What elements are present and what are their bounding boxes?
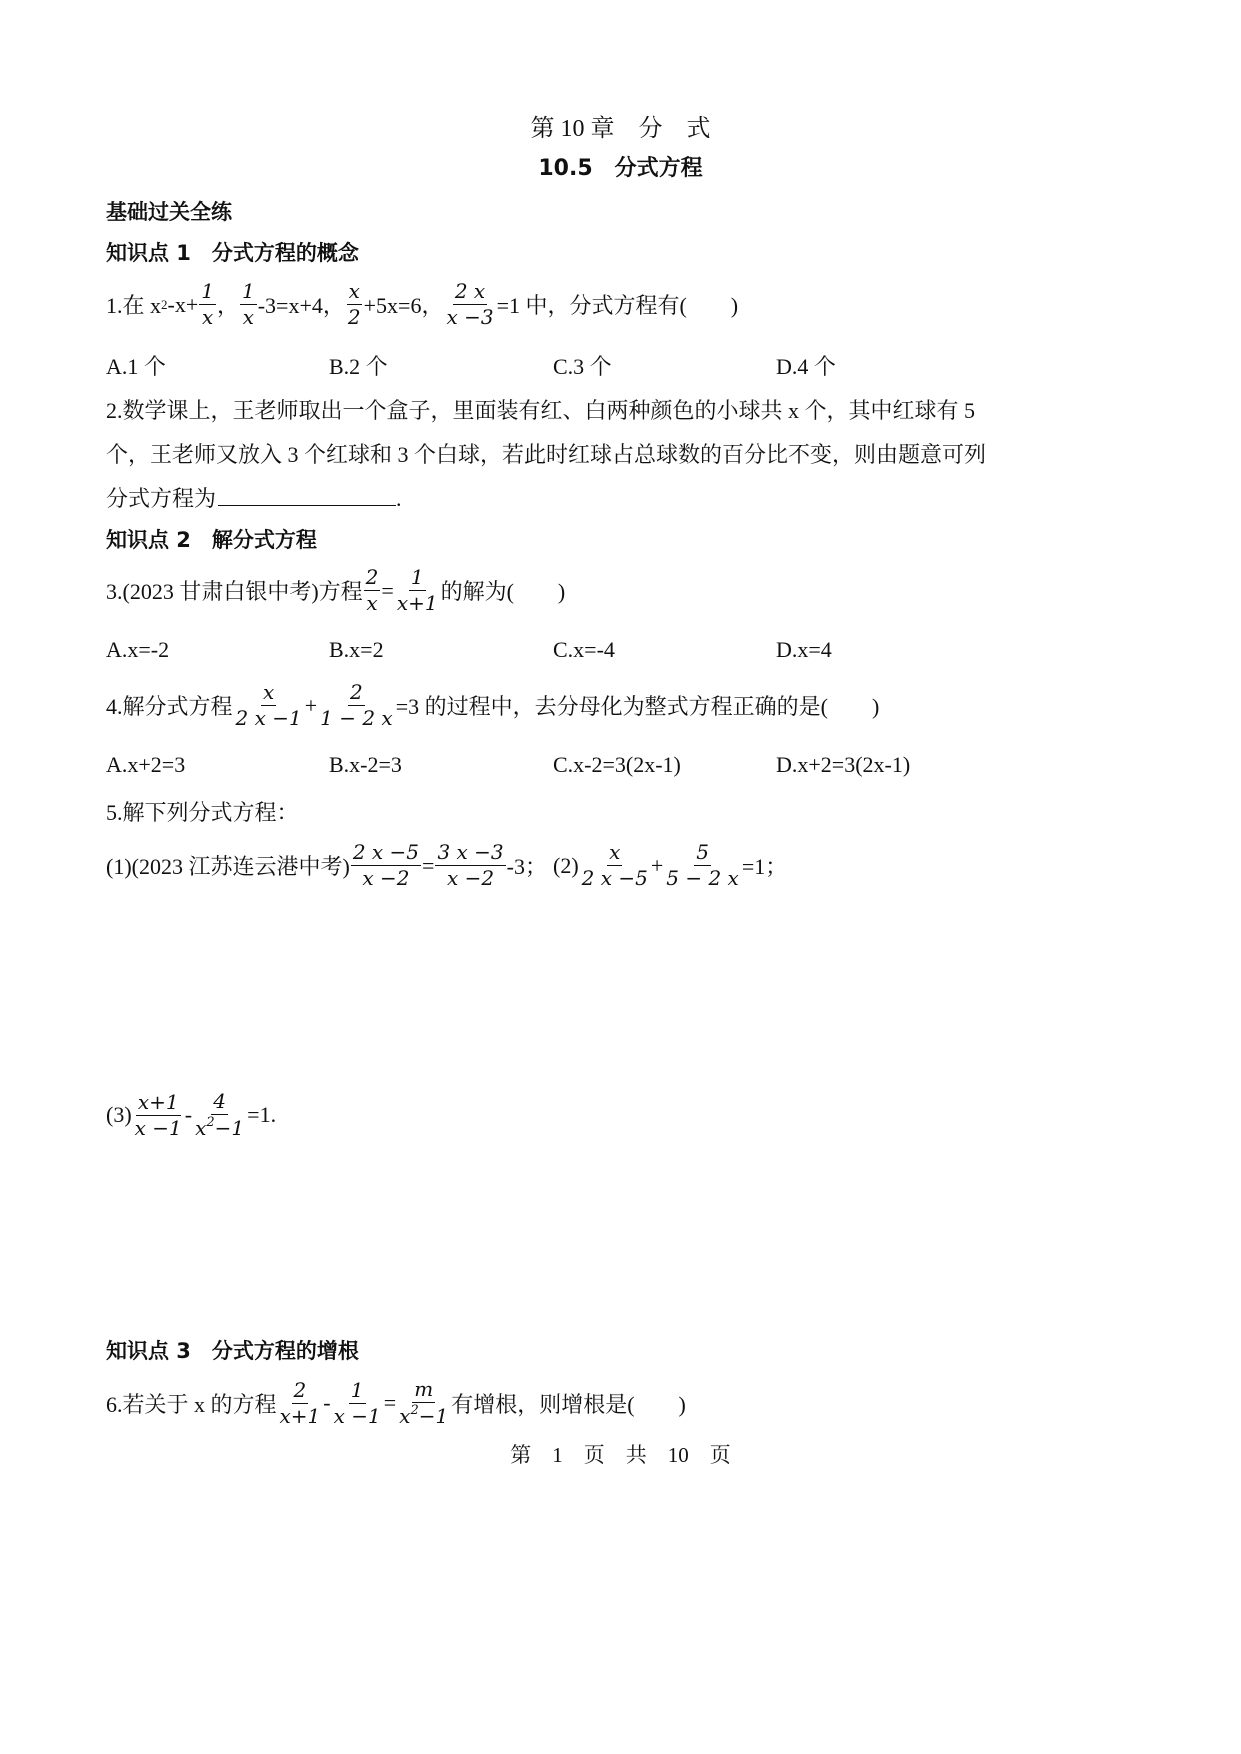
q5-s3-fraction-1 <box>133 1091 184 1140</box>
q1-fraction-4 <box>444 280 495 329</box>
q3-fraction-1 <box>364 566 381 615</box>
q4-lead: 4.解分式方程 <box>106 694 233 719</box>
q6-fraction-1 <box>278 1379 323 1428</box>
q5-s3-den-x: x <box>195 1116 207 1140</box>
q6-f3-denominator <box>397 1403 450 1428</box>
q5-s2-fraction-1 <box>580 841 650 890</box>
q5-s2-fraction-2 <box>664 841 741 890</box>
q2-line-2: 个，王老师又放入 3 个红球和 3 个白球，若此时红球占总球数的百分比不变，则由题意可列 <box>106 442 987 467</box>
question-6 <box>106 1378 686 1428</box>
q1-option-c: C.3 个 <box>553 354 612 379</box>
q3-option-c: C.x=-4 <box>553 637 615 662</box>
q4-option-c: C.x-2=3(2x-1) <box>553 752 681 777</box>
page-footer: 第 1 页 共 10 页 <box>510 1443 731 1467</box>
q1-f1-numerator: 1 <box>201 279 214 303</box>
q2-answer-blank[interactable] <box>218 487 396 506</box>
q4-fraction-2 <box>318 681 395 730</box>
q5-s3-f1-denominator: x −1 <box>134 1115 182 1140</box>
q5-s3-den-sup: 2 <box>206 1115 215 1130</box>
q5-s1-fraction-1 <box>351 841 421 890</box>
q6-f1-denominator: x+1 <box>279 1403 321 1428</box>
q4-tail: =3 的过程中，去分母化为整式方程正确的是( ) <box>395 694 880 719</box>
q3-f1-denominator: x <box>366 591 378 615</box>
q5-s2-f1-denominator: 2 x −5 <box>581 866 648 890</box>
q4-plus: + <box>304 692 318 718</box>
q1-f2-denominator: x <box>242 305 254 329</box>
q5-s1-f2-denominator: x −2 <box>446 866 495 890</box>
q1-f2-numerator: 1 <box>242 279 255 303</box>
q6-den-sup: 2 <box>410 1403 419 1418</box>
q5-s3-tail: =1. <box>247 1102 277 1127</box>
q5-s1-tail: -3； <box>506 854 547 879</box>
q5-s2-plus: + <box>650 852 664 878</box>
q6-minus: - <box>323 1390 331 1415</box>
q5-s2-f2-numerator: 5 <box>696 840 709 864</box>
q6-tail: 有增根，则增根是( ) <box>451 1391 686 1417</box>
q1-sep1: ， <box>216 293 239 318</box>
q6-fraction-2 <box>332 1379 383 1428</box>
knowledge-point-2: 知识点 2 解分式方程 <box>106 528 317 552</box>
q3-equals: = <box>381 577 394 603</box>
q5-s3-den-rest: −1 <box>214 1116 245 1140</box>
q2-line-3 <box>106 482 402 513</box>
q5-s1-f1-numerator: 2 x −5 <box>352 840 420 864</box>
q1-f4-denominator: x −3 <box>446 305 494 329</box>
section-title: 10.5 分式方程 <box>538 156 703 181</box>
q3-option-a: A.x=-2 <box>106 637 170 662</box>
q3-fraction-2 <box>395 566 440 615</box>
q1-fraction-1 <box>199 280 216 329</box>
question-4 <box>106 681 879 730</box>
q1-f3-denominator: 2 <box>347 305 361 329</box>
q3-f2-numerator: 1 <box>410 565 424 589</box>
q4-fraction-1 <box>234 681 304 730</box>
q1-option-d: D.4 个 <box>776 354 836 379</box>
q4-option-d: D.x+2=3(2x-1) <box>776 752 911 777</box>
q6-equals: = <box>383 1390 397 1415</box>
q6-fraction-3 <box>397 1378 450 1428</box>
q6-den-rest: −1 <box>418 1404 449 1428</box>
q1-f3-numerator: x <box>348 279 360 303</box>
q4-f2-numerator: 2 <box>350 680 363 704</box>
q4-option-b: B.x-2=3 <box>329 752 402 777</box>
q4-f1-numerator: x <box>262 680 275 704</box>
q5-s3-fraction-2 <box>193 1090 246 1140</box>
q2-line-1: 2.数学课上，王老师取出一个盒子，里面装有红、白两种颜色的小球共 x 个，其中红球有 5 <box>106 398 976 423</box>
q5-lead: 5.解下列分式方程： <box>106 800 299 825</box>
q5-sub-1 <box>106 841 547 890</box>
q5-sub-2 <box>553 841 787 890</box>
knowledge-point-3: 知识点 3 分式方程的增根 <box>106 1339 359 1363</box>
q1-f1-denominator: x <box>201 305 214 329</box>
q2-line-3-end: . <box>396 486 402 511</box>
q1-part2: -3=x+4， <box>257 293 345 318</box>
q1-lead: 1.在 x <box>106 293 162 318</box>
q5-s1-equals: = <box>422 852 435 878</box>
q5-s1-f2-numerator: 3 x −3 <box>437 840 504 864</box>
question-1 <box>106 280 738 329</box>
q5-s1-fraction-2 <box>435 841 505 890</box>
q1-part1: -x+ <box>167 291 199 317</box>
q3-tail: 的解为( ) <box>440 579 566 604</box>
q3-lead: 3.(2023 甘肃白银中考)方程 <box>106 579 363 604</box>
q5-s2-f1-numerator: x <box>609 840 621 864</box>
q6-den-x: x <box>399 1404 411 1428</box>
q6-lead: 6.若关于 x 的方程 <box>106 1391 277 1417</box>
q5-s3-f1-numerator: x+1 <box>137 1089 179 1114</box>
q5-s3-f2-denominator <box>193 1115 246 1140</box>
q3-f1-numerator: 2 <box>365 565 379 589</box>
q3-option-b: B.x=2 <box>329 637 384 662</box>
q1-fraction-2 <box>240 280 257 329</box>
q5-sub-3 <box>106 1090 276 1140</box>
q2-line-3-text: 分式方程为 <box>106 486 217 511</box>
q6-f3-numerator: m <box>414 1377 434 1401</box>
q5-s2-tail: =1； <box>741 854 788 879</box>
q3-option-d: D.x=4 <box>776 637 832 662</box>
q1-option-b: B.2 个 <box>329 354 388 379</box>
q6-f1-numerator: 2 <box>293 1377 307 1402</box>
q6-f2-numerator: 1 <box>350 1377 364 1402</box>
q1-option-a: A.1 个 <box>106 354 166 379</box>
question-3 <box>106 566 565 615</box>
q5-s1-lead: (1)(2023 江苏连云港中考) <box>106 854 350 879</box>
q5-s3-f2-numerator: 4 <box>213 1089 226 1113</box>
knowledge-point-1: 知识点 1 分式方程的概念 <box>106 241 359 265</box>
q4-f1-denominator: 2 x −1 <box>235 706 302 730</box>
q5-s3-lead: (3) <box>106 1102 132 1127</box>
chapter-title: 第 10 章 分 式 <box>530 116 711 142</box>
q5-s2-lead: (2) <box>553 852 579 878</box>
q1-sup: 2 <box>161 296 168 312</box>
q1-part4: =1 中，分式方程有( ) <box>496 293 739 318</box>
q6-f2-denominator: x −1 <box>333 1403 381 1428</box>
q3-f2-denominator: x+1 <box>396 591 438 615</box>
q4-option-a: A.x+2=3 <box>106 752 186 777</box>
q1-part3: +5x=6， <box>363 293 444 318</box>
q1-fraction-3 <box>346 280 363 329</box>
q4-f2-denominator: 1 − 2 x <box>320 706 393 730</box>
q5-s2-f2-denominator: 5 − 2 x <box>666 866 739 890</box>
q5-s3-minus: - <box>184 1102 193 1127</box>
block-title: 基础过关全练 <box>106 200 232 224</box>
q1-f4-numerator: 2 x <box>454 279 486 303</box>
q5-s1-f1-denominator: x −2 <box>362 866 410 890</box>
